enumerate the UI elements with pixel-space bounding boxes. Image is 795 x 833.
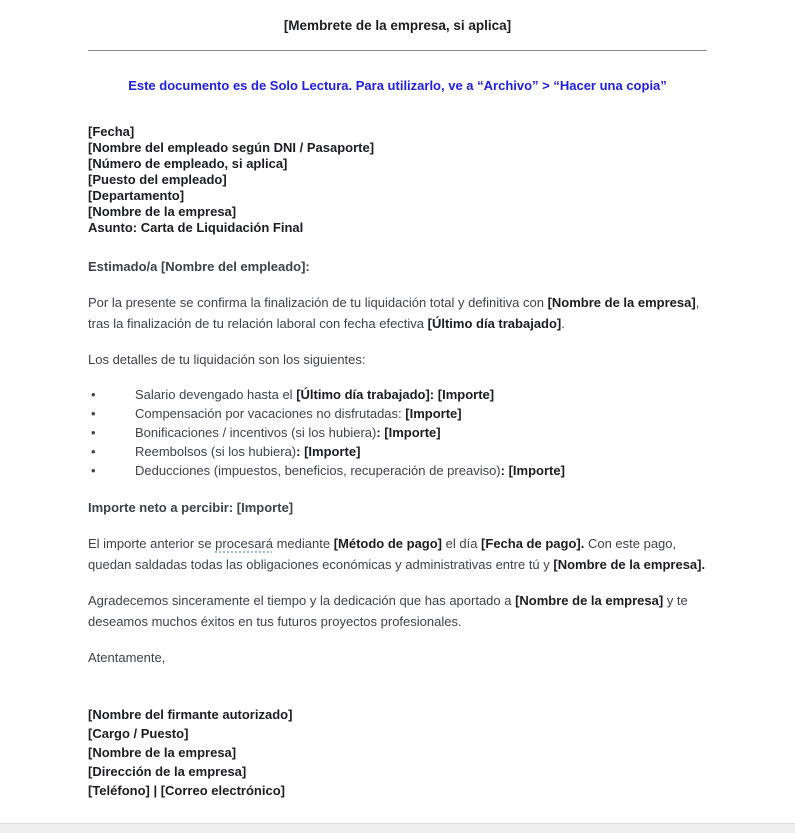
paragraph-gratitude: Agradecemos sinceramente el tiempo y la dedicación que has aportado a [Nombre de la empresa] y te deseamos muchos éxitos en tus futuros proyectos profesionales. xyxy=(88,593,688,629)
closing-line: Atentamente, xyxy=(88,650,166,665)
signature-line-name: [Nombre del firmante autorizado] xyxy=(88,707,293,722)
letterhead-divider xyxy=(88,50,707,51)
settlement-items-list xyxy=(88,385,707,480)
signature-line-title: [Cargo / Puesto] xyxy=(88,726,189,741)
recipient-line-position: [Puesto del empleado] xyxy=(88,172,227,187)
recipient-line-company: [Nombre de la empresa] xyxy=(88,204,237,219)
signature-block xyxy=(88,705,707,800)
paragraph-confirmation: Por la presente se confirma la finalización de tu liquidación total y definitiva con [Nombre de la empresa], tras la finalización de tu relación laboral con fecha efectiva [Último día trabajado]. xyxy=(88,295,700,331)
salutation: Estimado/a [Nombre del empleado]: xyxy=(88,259,310,274)
recipient-line-employee-number: [Número de empleado, si aplica] xyxy=(88,156,288,171)
settlement-item-salary: • Salario devengado hasta el [Último día trabajado]: [Importe] xyxy=(88,385,707,404)
subject-line: Asunto: Carta de Liquidación Final xyxy=(88,220,304,235)
net-amount-line: Importe neto a percibir: [Importe] xyxy=(88,500,294,515)
readonly-notice: Este documento es de Solo Lectura. Para utilizarlo, ve a “Archivo” > “Hacer una copia” xyxy=(128,78,667,93)
settlement-item-deductions: • Deducciones (impuestos, beneficios, recuperación de preaviso): [Importe] xyxy=(88,461,707,480)
recipient-line-date: [Fecha] xyxy=(88,124,135,139)
page-boundary xyxy=(0,823,795,833)
recipient-line-department: [Departamento] xyxy=(88,188,185,203)
letterhead-placeholder: [Membrete de la empresa, si aplica] xyxy=(283,18,512,33)
settlement-item-vacation: • Compensación por vacaciones no disfrutadas: [Importe] xyxy=(88,404,707,423)
settlement-item-reimbursements: • Reembolsos (si los hubiera): [Importe] xyxy=(88,442,707,461)
paragraph-details-intro: Los detalles de tu liquidación son los siguientes: xyxy=(88,352,366,367)
paragraph-payment: El importe anterior se procesará mediante [Método de pago] el día [Fecha de pago]. Con este pago, quedan saldadas todas las obligaciones económicas y administrativas entre tú y [Nombre de la empresa]. xyxy=(88,536,706,572)
recipient-line-employee-name: [Nombre del empleado según DNI / Pasaporte] xyxy=(88,140,375,155)
signature-line-address: [Dirección de la empresa] xyxy=(88,764,247,779)
settlement-item-bonus: • Bonificaciones / incentivos (si los hubiera): [Importe] xyxy=(88,423,707,442)
signature-line-company: [Nombre de la empresa] xyxy=(88,745,237,760)
signature-line-contact: [Teléfono] | [Correo electrónico] xyxy=(88,783,285,798)
recipient-block xyxy=(88,124,707,236)
